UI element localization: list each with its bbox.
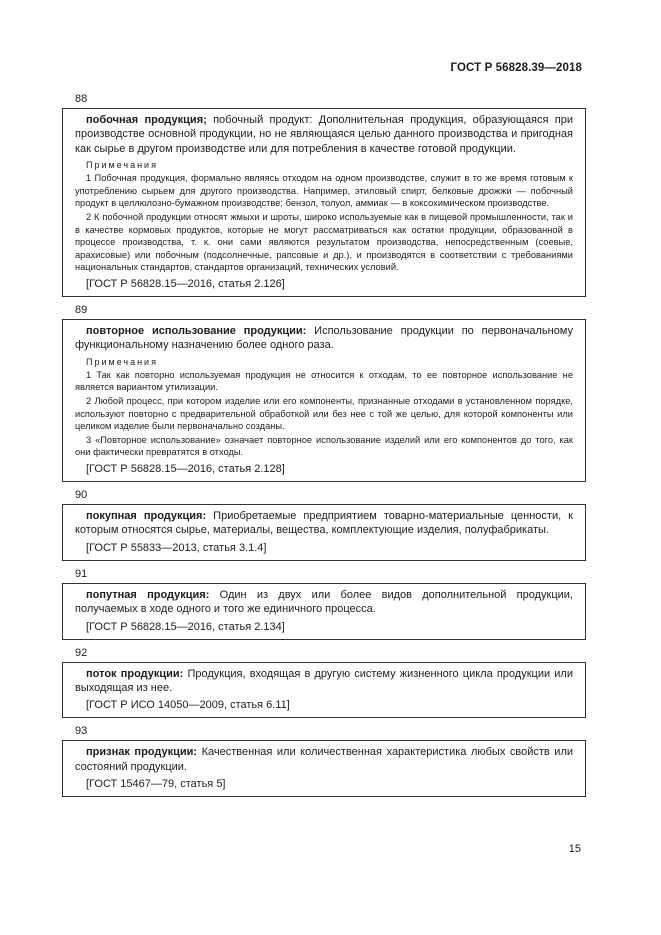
term-box [62,583,586,640]
definition-paragraph [75,667,573,696]
term-name: побочная продукция; [86,114,207,126]
term-box [62,504,586,561]
term-definition: побочный продукт: Дополнительная продукция, образующаяся при производстве основной продукции, но не являющаяся целью данного производства и пригодная как сырье в другом производстве или для потребления в качестве готовой продукции. [75,114,573,155]
source-reference: [ГОСТ Р 56828.15—2016, статья 2.126] [86,277,285,290]
term-entry-89 [62,303,586,482]
term-name: поток продукции: [86,667,184,680]
source-reference: [ГОСТ Р ИСО 14050—2009, статья 6.11] [86,699,290,712]
term-definition: Использование продукции по первоначальному функциональному назначению более одного раза. [75,324,573,352]
term-entry-93 [62,724,586,797]
note: 1 Так как повторно используемая продукция не относится к отходам, то ее повторное использование не является вариантом утилизации. [75,369,573,393]
note: 1 Побочная продукция, формально являясь отходом на одном производстве, служит в то же время готовым к употреблению сырьем для другого производства. Например, этиловый спирт, белковые дрожжи — побочный продукт в целлюлозно-бумажном производстве; бензол, толуол, аммиак — в коксохимическом производстве. [75,173,573,209]
definition-paragraph [75,324,573,353]
term-box [62,319,586,482]
document-header: ГОСТ Р 56828.39—2018 [450,62,582,74]
entry-number: 93 [75,725,88,738]
source-reference: [ГОСТ Р 56828.15—2016, статья 2.134] [86,620,285,633]
note: 3 «Повторное использование» означает повторное использование изделий или его компонентов до того, как они фактически превратятся в отходы. [75,434,573,458]
notes-title: Примечания [86,356,158,367]
term-definition: Качественная или количественная характеристика любых свойств или состояний продукции. [75,746,574,773]
definition-paragraph [75,745,573,774]
note: 2 Любой процесс, при котором изделие или его компоненты, признанные отходами в установленном порядке, используют повторно с предварительной обработкой или без нее с той же целью, для которой компоненты или целиком изделие были первоначально созданы. [75,395,573,432]
source-reference: [ГОСТ Р 56828.15—2016, статья 2.128] [86,462,285,475]
term-box [62,108,586,297]
term-entry-92 [62,646,586,719]
definition-paragraph [75,113,573,156]
term-name: попутная продукция: [86,588,210,601]
note: 2 К побочной продукции относят жмыхи и шроты, широко используемые как в пищевой промышленности, так и в качестве кормовых продуктов, которые не могут рассматриваться как остатки продукции, образованной в процессе производства, т. к. они сами являются результатом производства, непосредственным (соевые, арахисовые) или побочным (подсолнечные, рапсовые и др.), и производятся в соответствии с требованиями национальных стандартов, стандартов организаций, технических условий. [75,212,573,273]
entry-number: 91 [75,567,88,580]
term-entry-90 [62,488,586,561]
term-name: повторное использование продукции: [86,324,307,337]
entry-number: 90 [75,488,88,501]
entry-number: 92 [75,646,88,659]
source-reference: [ГОСТ 15467—79, статья 5] [86,778,226,791]
term-entry-88 [62,92,586,297]
term-name: признак продукции: [86,746,198,759]
term-box [62,740,586,797]
term-definition: Приобретаемые предприятием товарно-материальные ценности, к которым относятся сырье, материалы, вещества, комплектующие изделия, полуфабрикаты. [75,509,573,537]
term-definition: Один из двух или более видов дополнительной продукции, получаемых в ходе одного и того же единичного процесса. [75,588,573,616]
term-definition: Продукция, входящая в другую систему жизненного цикла продукции или выходящая из нее. [75,667,573,694]
definition-paragraph [75,509,573,538]
entry-number: 89 [75,303,88,316]
page-number: 15 [568,843,581,855]
term-name: покупная продукция: [86,509,207,522]
term-entry-91 [62,567,586,640]
term-box [62,662,586,719]
terms-list [62,92,586,803]
entry-number: 88 [75,93,88,105]
definition-paragraph [75,588,573,617]
source-reference: [ГОСТ Р 55833—2013, статья 3.1.4] [86,541,267,554]
notes-title: Примечания [86,160,158,171]
